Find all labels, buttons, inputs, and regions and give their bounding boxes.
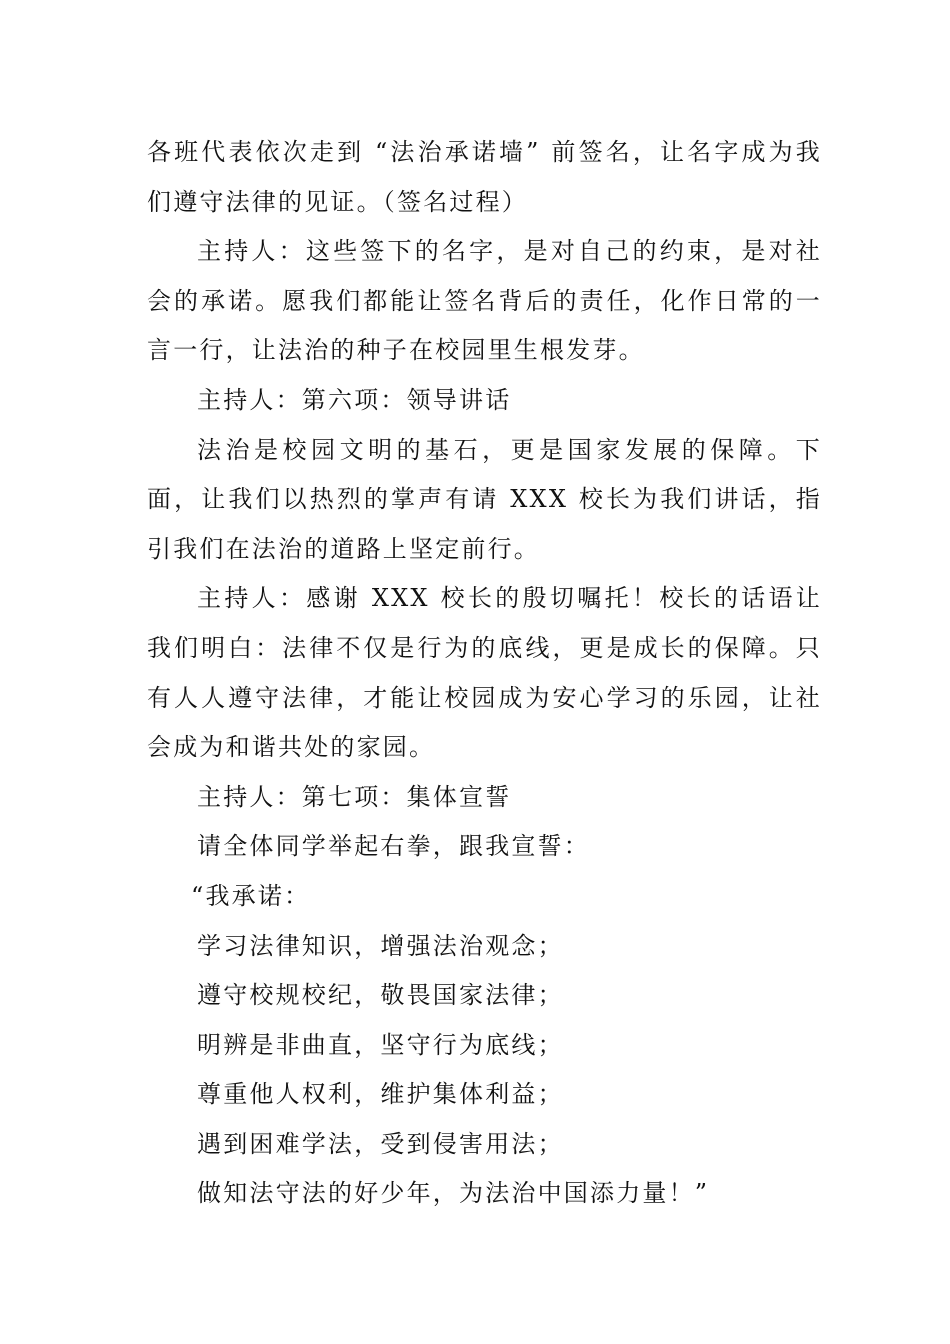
paragraph-oath-instruction: 请全体同学举起右拳，跟我宣誓： [197,832,590,861]
oath-line-3: 明辨是非曲直，坚守行为底线； [197,1030,564,1059]
oath-line-2: 遵守校规校纪，敬畏国家法律； [197,981,564,1010]
paragraph-item-six-heading: 主持人：第六项：领导讲话 [197,385,512,414]
paragraph-host-thanks: 主持人：感谢 XXX 校长的殷切嘱托！校长的话语让我们明白：法律不仅是行为的底线，更是成长的保障。只有人人遵守法律，才能让校园成为安心学习的乐园，让社会成为和谐共处的家园。 [147,584,822,762]
paragraph-host-signing-remarks: 主持人：这些签下的名字，是对自己的约束，是对社会的承诺。愿我们都能让签名背后的责任，化作日常的一言一行，让法治的种子在校园里生根发芽。 [147,237,822,365]
oath-line-closing: 做知法守法的好少年，为法治中国添力量！” [197,1179,710,1208]
document-body [147,128,822,1219]
paragraph-item-seven-heading: 主持人：第七项：集体宣誓 [197,782,512,811]
oath-line-1: 学习法律知识，增强法治观念； [197,931,564,960]
paragraph-signing: 各班代表依次走到 “法治承诺墙” 前签名，让名字成为我们遵守法律的见证。（签名过程） [147,138,822,216]
oath-line-5: 遇到困难学法，受到侵害用法； [197,1129,564,1158]
oath-line-4: 尊重他人权利，维护集体利益； [197,1080,564,1109]
oath-line-opening: “我承诺： [191,881,311,910]
paragraph-leader-intro: 法治是校园文明的基石，更是国家发展的保障。下面，让我们以热烈的掌声有请 XXX 校长为我们讲话，指引我们在法治的道路上坚定前行。 [147,435,822,563]
